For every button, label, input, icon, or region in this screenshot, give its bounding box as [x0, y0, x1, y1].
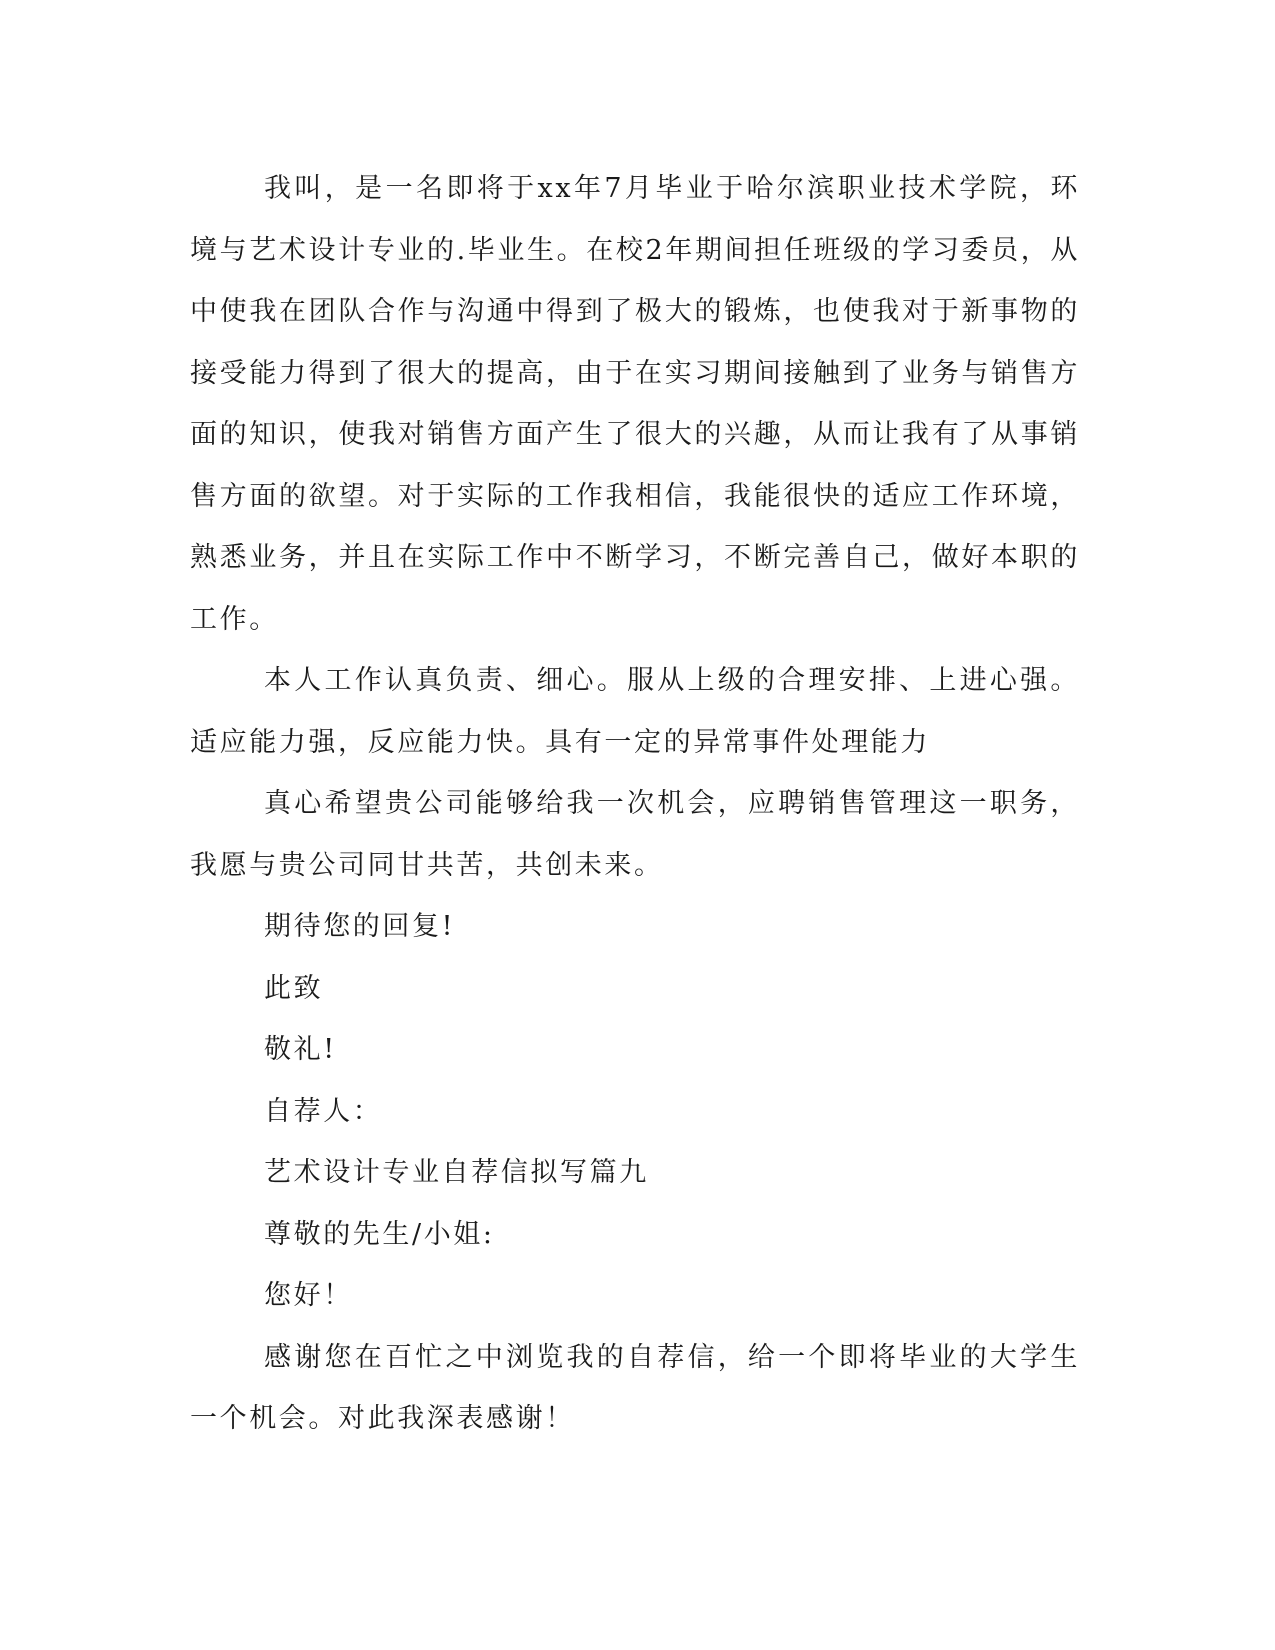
paragraph-qualities: 本人工作认真负责、细心。服从上级的合理安排、上进心强。适应能力强，反应能力快。具有一定的异常事件处理能力 [190, 665, 1080, 758]
greeting-hello: 您好！ [264, 1280, 353, 1311]
paragraph-intro: 我叫，是一名即将于xx年7月毕业于哈尔滨职业技术学院，环境与艺术设计专业的.毕业生。在校2年期间担任班级的学习委员，从中使我在团队合作与沟通中得到了极大的锻炼，也使我对于新事物的接受能力得到了很大的提高，由于在实习期间接触到了业务与销售方面的知识，使我对销售方面产生了很大的兴趣，从而让我有了从事销售方面的欲望。对于实际的工作我相信，我能很快的适应工作环境，熟悉业务，并且在实际工作中不断学习，不断完善自己，做好本职的工作。 [190, 173, 1080, 635]
closing-await-reply: 期待您的回复! [264, 911, 456, 942]
greeting-addressee: 尊敬的先生/小姐: [264, 1218, 495, 1250]
document-body [190, 158, 1080, 1450]
signature-label: 自荐人： [264, 1095, 383, 1127]
closing-salutation: 此致 [264, 972, 324, 1004]
closing-respect: 敬礼! [264, 1034, 337, 1065]
section-heading: 艺术设计专业自荐信拟写篇九 [264, 1157, 649, 1188]
paragraph-hope: 真心希望贵公司能够给我一次机会，应聘销售管理这一职务，我愿与贵公司同甘共苦，共创未来。 [190, 788, 1080, 881]
paragraph-thanks: 感谢您在百忙之中浏览我的自荐信，给一个即将毕业的大学生一个机会。对此我深表感谢！ [190, 1341, 1080, 1434]
